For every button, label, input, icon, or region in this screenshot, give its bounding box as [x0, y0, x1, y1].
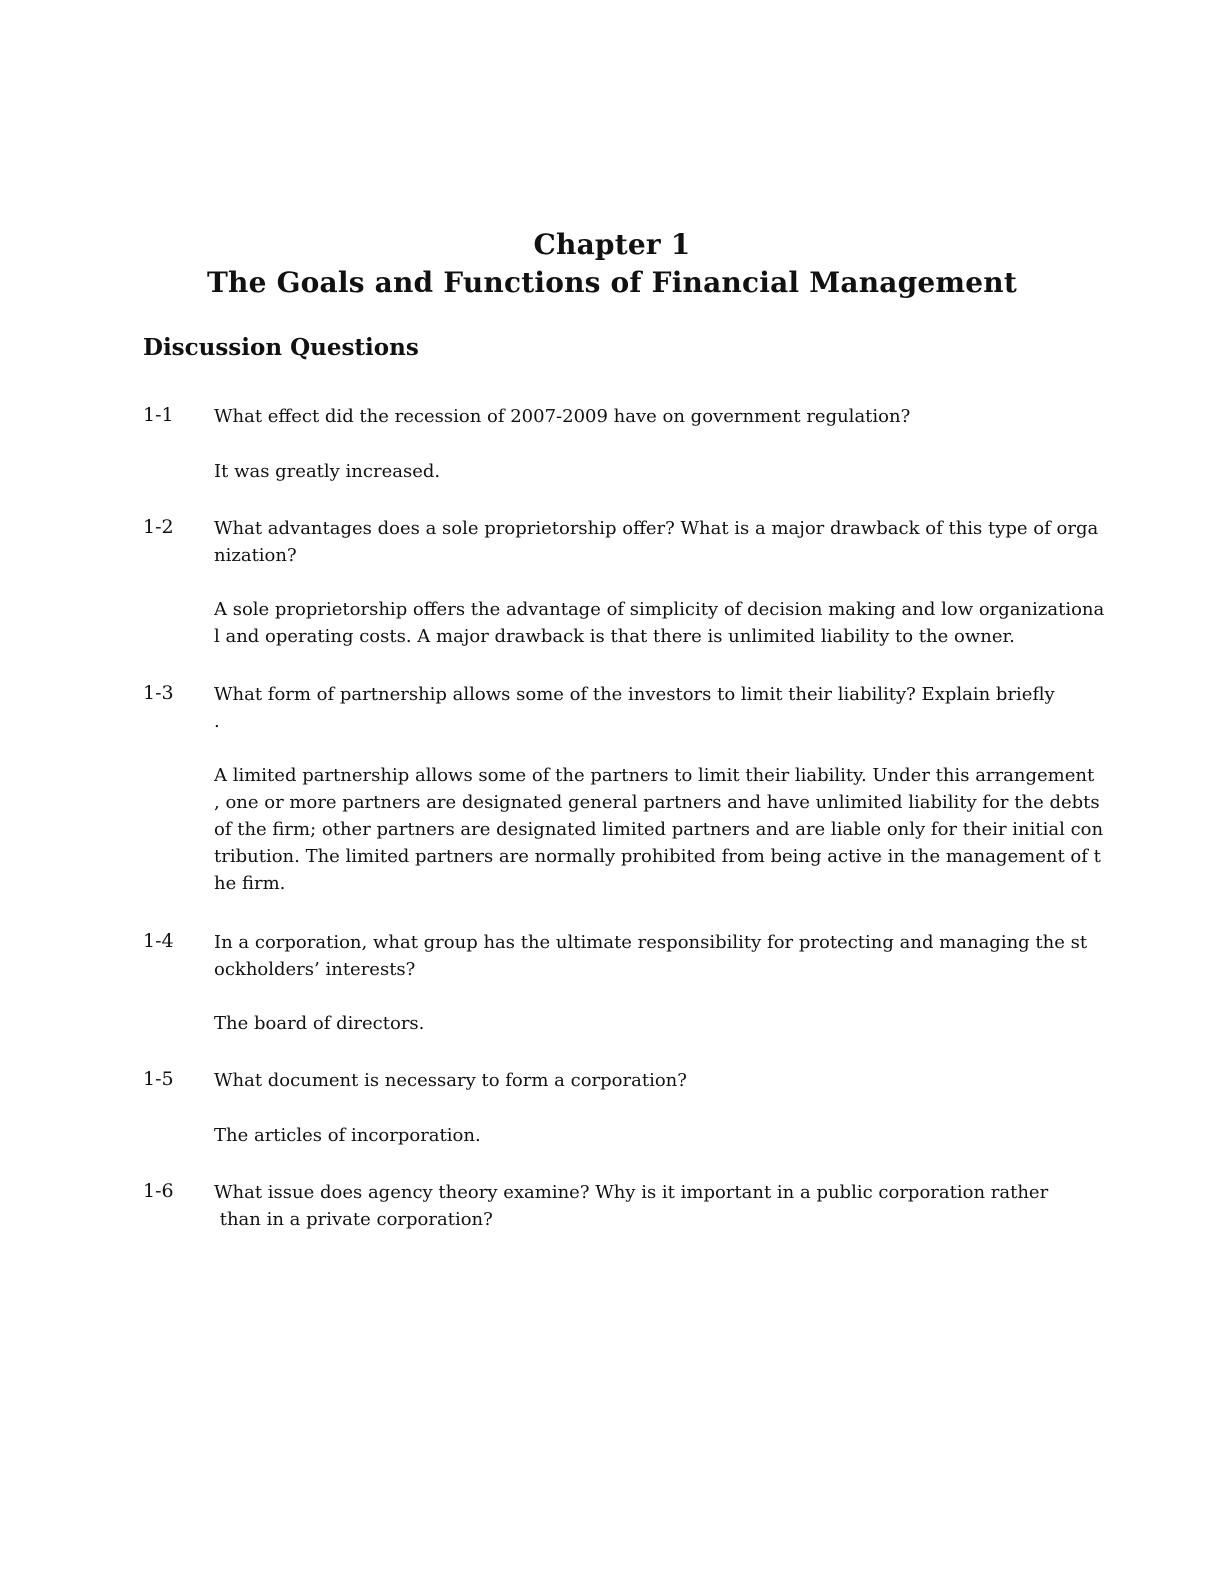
- section-title: Discussion Questions: [143, 334, 419, 361]
- question-line: What form of partnership allows some of the investors to limit their liability? Explain briefly: [214, 684, 1055, 705]
- question-text: [214, 1179, 1094, 1233]
- question-text: [214, 515, 1099, 569]
- question-number: 1-3: [143, 682, 174, 704]
- question-text: [214, 929, 1094, 983]
- question-number: 1-1: [143, 404, 174, 426]
- question-text: [214, 403, 1094, 430]
- question-number: 1-6: [143, 1180, 174, 1202]
- question-number: 1-5: [143, 1068, 174, 1090]
- chapter-heading: [0, 226, 1224, 302]
- question-line: than in a private corporation?: [214, 1209, 493, 1230]
- answer-line: A limited partnership allows some of the partners to limit their liability. Under this arrangement: [214, 765, 1095, 786]
- question-line: nization?: [214, 545, 297, 566]
- question-line: In a corporation, what group has the ultimate responsibility for protecting and managing the st: [214, 932, 1088, 953]
- question-text: [214, 1067, 1094, 1094]
- answer-text: [214, 458, 1094, 485]
- answer-text: [214, 1122, 1094, 1149]
- answer-line: It was greatly increased.: [214, 461, 441, 482]
- answer-line: A sole proprietorship offers the advantage of simplicity of decision making and low organizationa: [214, 599, 1105, 620]
- question-line: What document is necessary to form a corporation?: [214, 1070, 687, 1091]
- question-line: .: [214, 711, 220, 732]
- answer-line: , one or more partners are designated general partners and have unlimited liability for the debts: [214, 792, 1100, 813]
- chapter-title: The Goals and Functions of Financial Management: [207, 266, 1017, 299]
- chapter-number: Chapter 1: [533, 228, 691, 261]
- answer-line: he firm.: [214, 873, 286, 894]
- question-line: What effect did the recession of 2007-2009 have on government regulation?: [214, 406, 911, 427]
- answer-text: [214, 762, 1104, 897]
- question-number: 1-4: [143, 930, 174, 952]
- answer-line: The articles of incorporation.: [214, 1125, 481, 1146]
- answer-line: tribution. The limited partners are normally prohibited from being active in the management of t: [214, 846, 1101, 867]
- question-line: What advantages does a sole proprietorship offer? What is a major drawback of this type of orga: [214, 518, 1099, 539]
- answer-line: The board of directors.: [214, 1013, 425, 1034]
- answer-line: l and operating costs. A major drawback is that there is unlimited liability to the owner.: [214, 626, 1015, 647]
- answer-text: [214, 1010, 1094, 1037]
- question-number: 1-2: [143, 516, 174, 538]
- answer-line: of the firm; other partners are designated limited partners and are liable only for their initial con: [214, 819, 1104, 840]
- question-line: ockholders’ interests?: [214, 959, 416, 980]
- answer-text: [214, 596, 1105, 650]
- question-text: [214, 681, 1094, 735]
- question-line: What issue does agency theory examine? Why is it important in a public corporation rather: [214, 1182, 1049, 1203]
